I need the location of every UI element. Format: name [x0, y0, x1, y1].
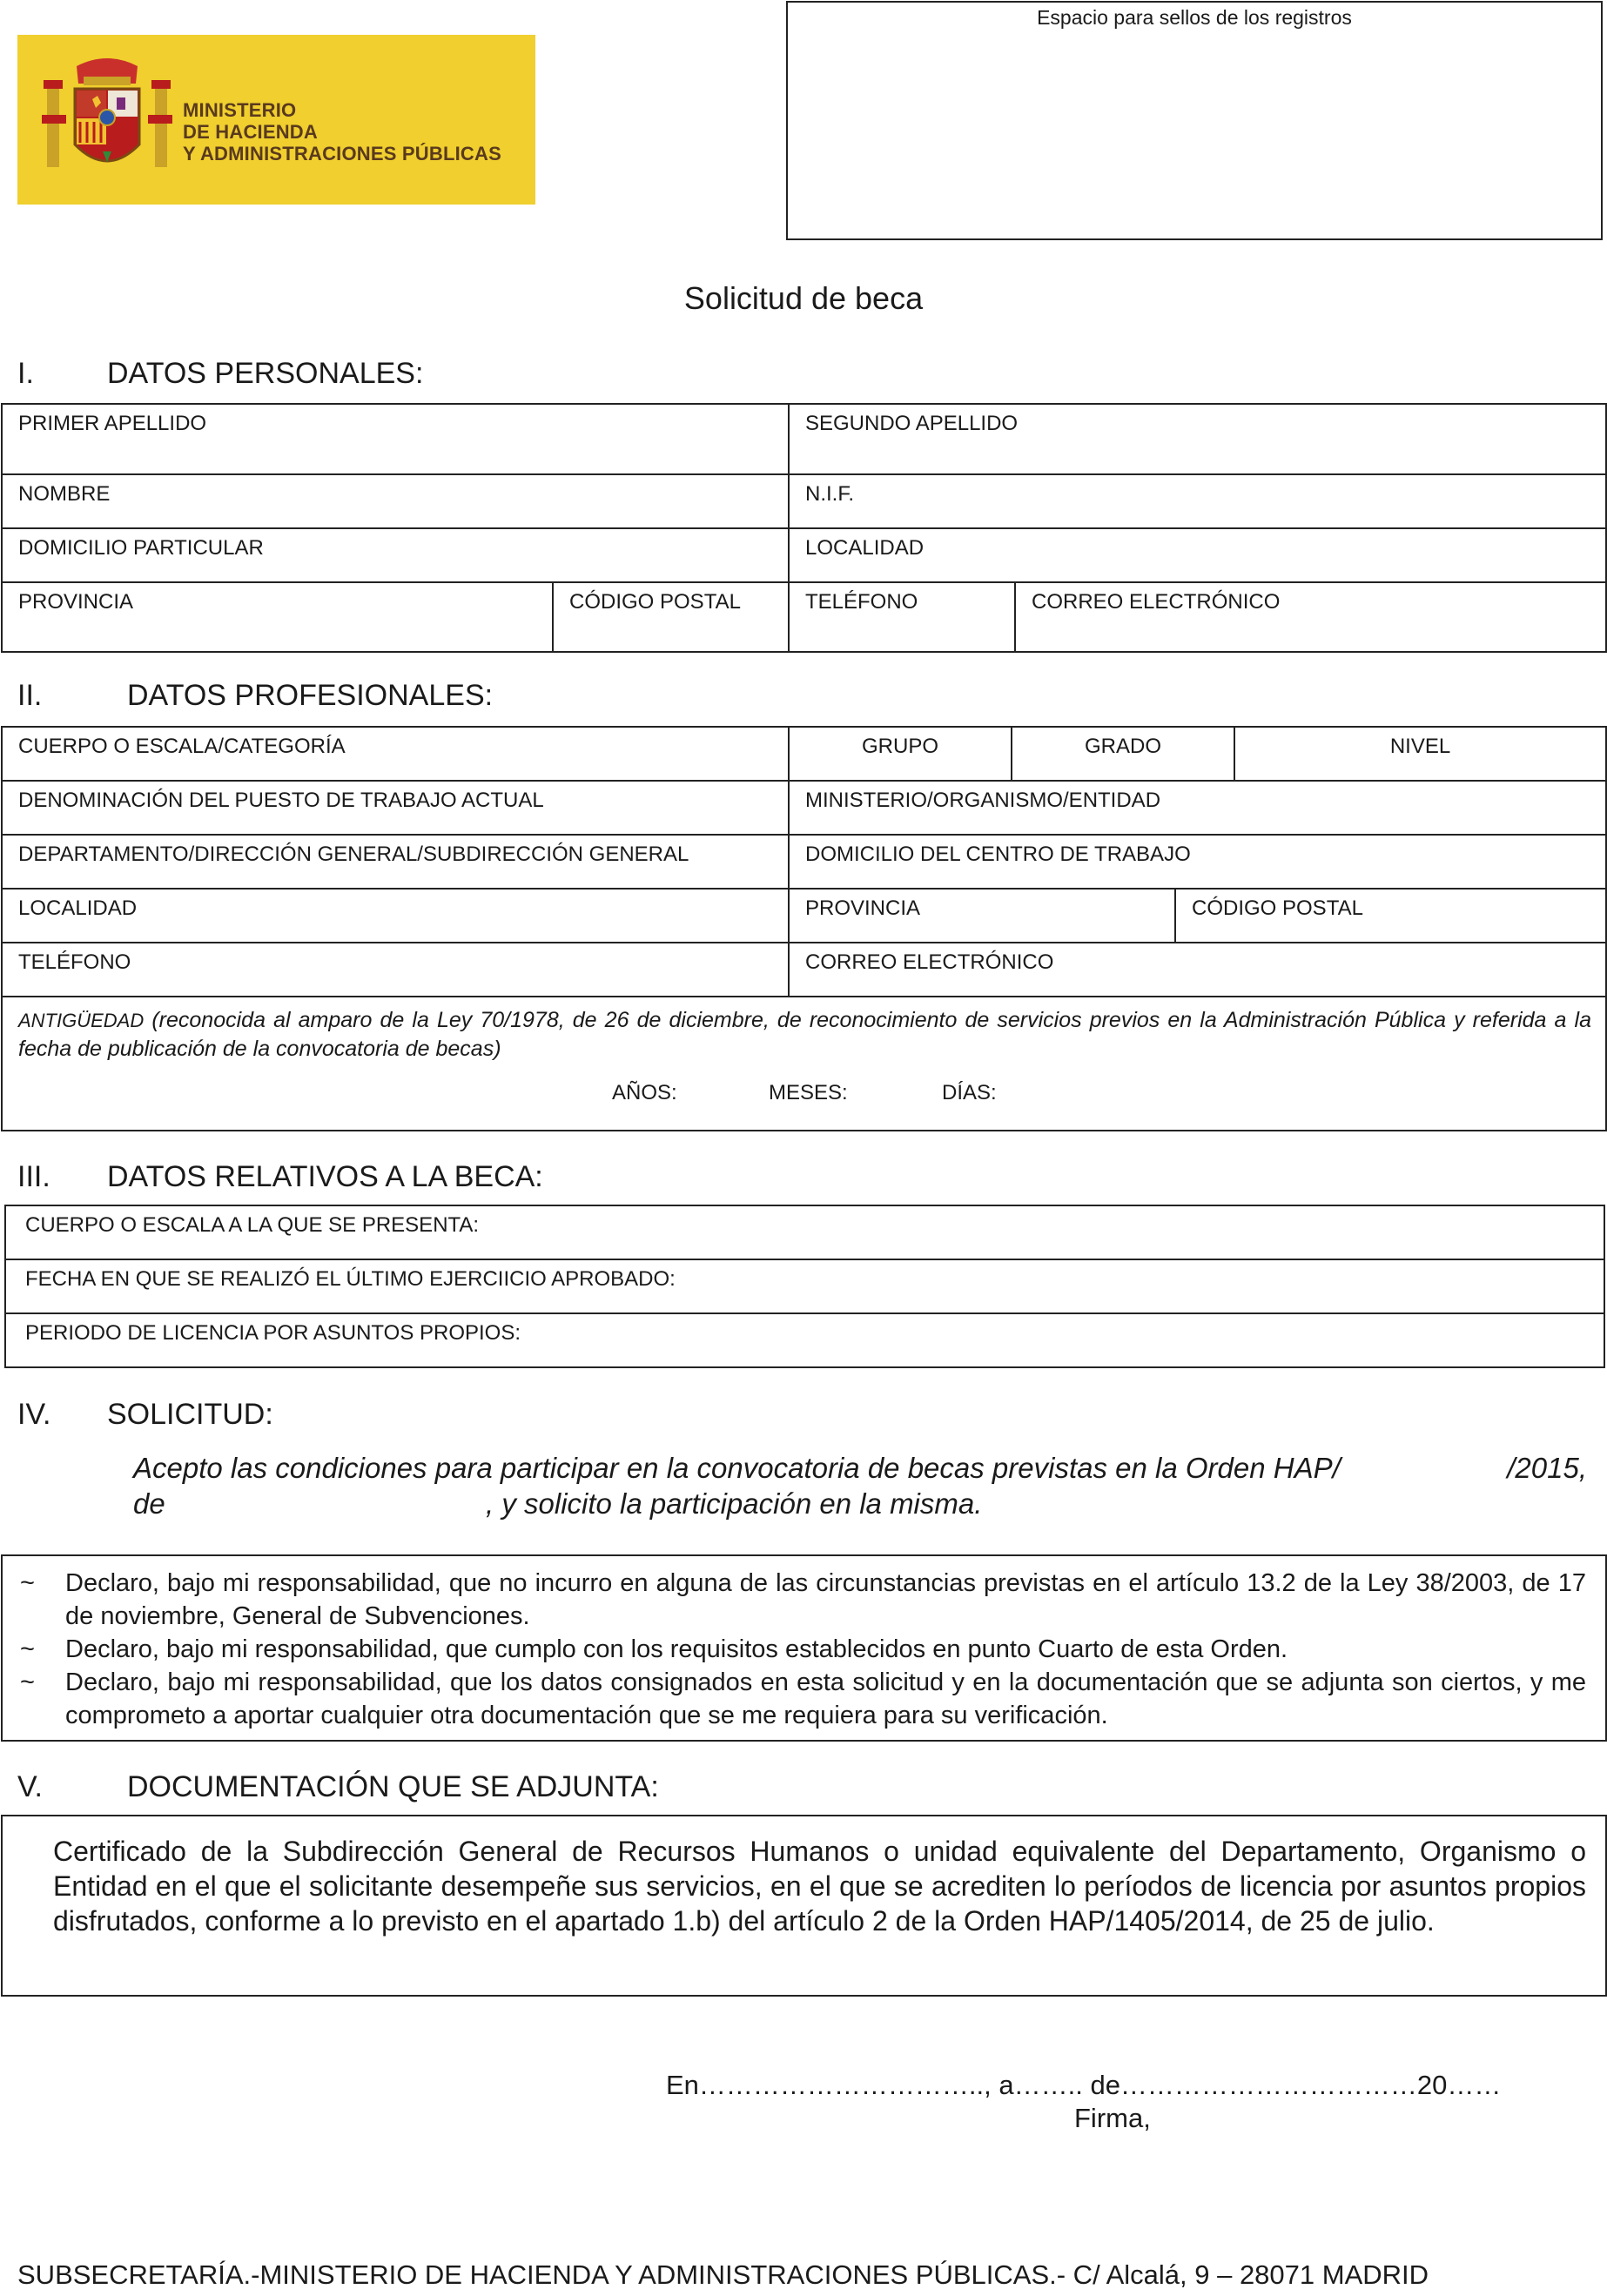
declarations-box [1, 1554, 1607, 1742]
declaration-item: ~ Declaro, bajo mi responsabilidad, que cumplo con los requisitos establecidos en punto Cuarto de esta Orden. [3, 1633, 1586, 1666]
field-departamento[interactable]: DEPARTAMENTO/DIRECCIÓN GENERAL/SUBDIRECCIÓN GENERAL [18, 843, 689, 866]
field-ministerio-organismo[interactable]: MINISTERIO/ORGANISMO/ENTIDAD [788, 782, 1605, 834]
field-domicilio-centro[interactable]: DOMICILIO DEL CENTRO DE TRABAJO [788, 836, 1605, 888]
scholarship-data-table [4, 1205, 1605, 1368]
field-anos[interactable]: AÑOS: [612, 1081, 677, 1104]
field-correo[interactable]: CORREO ELECTRÓNICO [1014, 583, 1605, 651]
tilde-bullet-icon: ~ [20, 1668, 35, 1696]
field-cuerpo-escala[interactable]: CUERPO O ESCALA/CATEGORÍA [18, 735, 346, 758]
field-meses[interactable]: MESES: [769, 1081, 848, 1104]
personal-data-table [1, 403, 1607, 653]
field-cuerpo-presenta[interactable]: CUERPO O ESCALA A LA QUE SE PRESENTA: [25, 1213, 480, 1237]
professional-data-table [1, 726, 1607, 1131]
field-provincia-trabajo[interactable]: PROVINCIA [788, 890, 1174, 942]
attached-documentation-box [1, 1815, 1607, 1997]
section-heading-2: II. DATOS PROFESIONALES: [17, 679, 494, 712]
field-codigo-postal-trabajo[interactable]: CÓDIGO POSTAL [1174, 890, 1605, 942]
field-domicilio[interactable]: DOMICILIO PARTICULAR [18, 536, 264, 560]
declaration-item: ~ Declaro, bajo mi responsabilidad, que los datos consignados en esta solicitud y en la documentación que se adjunta son ciertos, y me comprometo a aportar cualquier otra documentación que se me requiera para su verificación. [3, 1666, 1586, 1732]
field-grupo[interactable]: GRUPO [788, 728, 1011, 780]
field-fecha-ultimo-ejercicio[interactable]: FECHA EN QUE SE REALIZÓ EL ÚLTIMO EJERCIICIO APROBADO: [25, 1267, 676, 1291]
place-date-line[interactable]: En………………………….., a…….. de……………………………20…… [666, 2070, 1502, 2100]
field-dias[interactable]: DÍAS: [942, 1081, 997, 1104]
antiguedad-block[interactable] [3, 997, 1605, 1130]
field-nif[interactable]: N.I.F. [788, 475, 1605, 527]
field-periodo-licencia[interactable]: PERIODO DE LICENCIA POR ASUNTOS PROPIOS: [25, 1321, 521, 1345]
field-correo-trabajo[interactable]: CORREO ELECTRÓNICO [788, 943, 1605, 996]
antiguedad-text: ANTIGÜEDAD (reconocida al amparo de la Ley 70/1978, de 26 de diciembre, de reconocimiento de servicios previos en la Administración Pública y referida a la fecha de publicación de la convocatoria de becas) [18, 1008, 1591, 1061]
field-provincia[interactable]: PROVINCIA [18, 590, 134, 614]
registry-stamp-box [786, 1, 1603, 240]
page-title: Solicitud de beca [683, 280, 924, 316]
section-heading-3: III. DATOS RELATIVOS A LA BECA: [17, 1160, 543, 1193]
coat-of-arms-icon [42, 54, 172, 185]
field-nivel[interactable]: NIVEL [1234, 728, 1605, 780]
field-localidad-trabajo[interactable]: LOCALIDAD [18, 896, 138, 920]
field-nombre[interactable]: NOMBRE [18, 482, 111, 506]
stamp-box-label: Espacio para sellos de los registros [1037, 6, 1352, 29]
tilde-bullet-icon: ~ [20, 1635, 35, 1663]
field-primer-apellido[interactable]: PRIMER APELLIDO [18, 412, 207, 435]
field-segundo-apellido[interactable]: SEGUNDO APELLIDO [788, 405, 1605, 473]
field-localidad[interactable]: LOCALIDAD [788, 529, 1605, 581]
ministry-logo [17, 35, 535, 205]
field-telefono-trabajo[interactable]: TELÉFONO [18, 950, 131, 974]
field-denominacion-puesto[interactable]: DENOMINACIÓN DEL PUESTO DE TRABAJO ACTUAL [18, 789, 544, 812]
section-heading-4: IV. SOLICITUD: [17, 1398, 273, 1431]
page-footer: SUBSECRETARÍA.-MINISTERIO DE HACIENDA Y ADMINISTRACIONES PÚBLICAS.- C/ Alcalá, 9 – 28071 MADRID [17, 2259, 1429, 2290]
section-heading-5: V. DOCUMENTACIÓN QUE SE ADJUNTA: [17, 1770, 659, 1803]
declaration-item: ~ Declaro, bajo mi responsabilidad, que no incurro en alguna de las circunstancias previstas en el artículo 13.2 de la Ley 38/2003, de 17 de noviembre, General de Subvenciones. [3, 1567, 1586, 1633]
solicitud-text: Acepto las condiciones para participar en la convocatoria de becas previstas en la Orden HAP/ /2015, de , y solicito la participación en la misma. [133, 1452, 1587, 1520]
signature-label: Firma, [1074, 2103, 1151, 2133]
field-grado[interactable]: GRADO [1011, 728, 1234, 780]
tilde-bullet-icon: ~ [20, 1569, 35, 1597]
documentation-text: Certificado de la Subdirección General de Recursos Humanos o unidad equivalente del Departamento, Organismo o Entidad en el que el solicitante desempeñe sus servicios, en el que se acrediten lo períodos de licencia por asuntos propios disfrutados, conforme a lo previsto en el apartado 1.b) del artículo 2 de la Orden HAP/1405/2014, de 25 de julio. [53, 1836, 1586, 1937]
field-telefono[interactable]: TELÉFONO [788, 583, 1014, 651]
section-heading-1: I. DATOS PERSONALES: [17, 357, 424, 390]
field-codigo-postal[interactable]: CÓDIGO POSTAL [552, 583, 788, 651]
ministry-name: MINISTERIO DE HACIENDA Y ADMINISTRACIONES PÚBLICAS [183, 99, 501, 164]
